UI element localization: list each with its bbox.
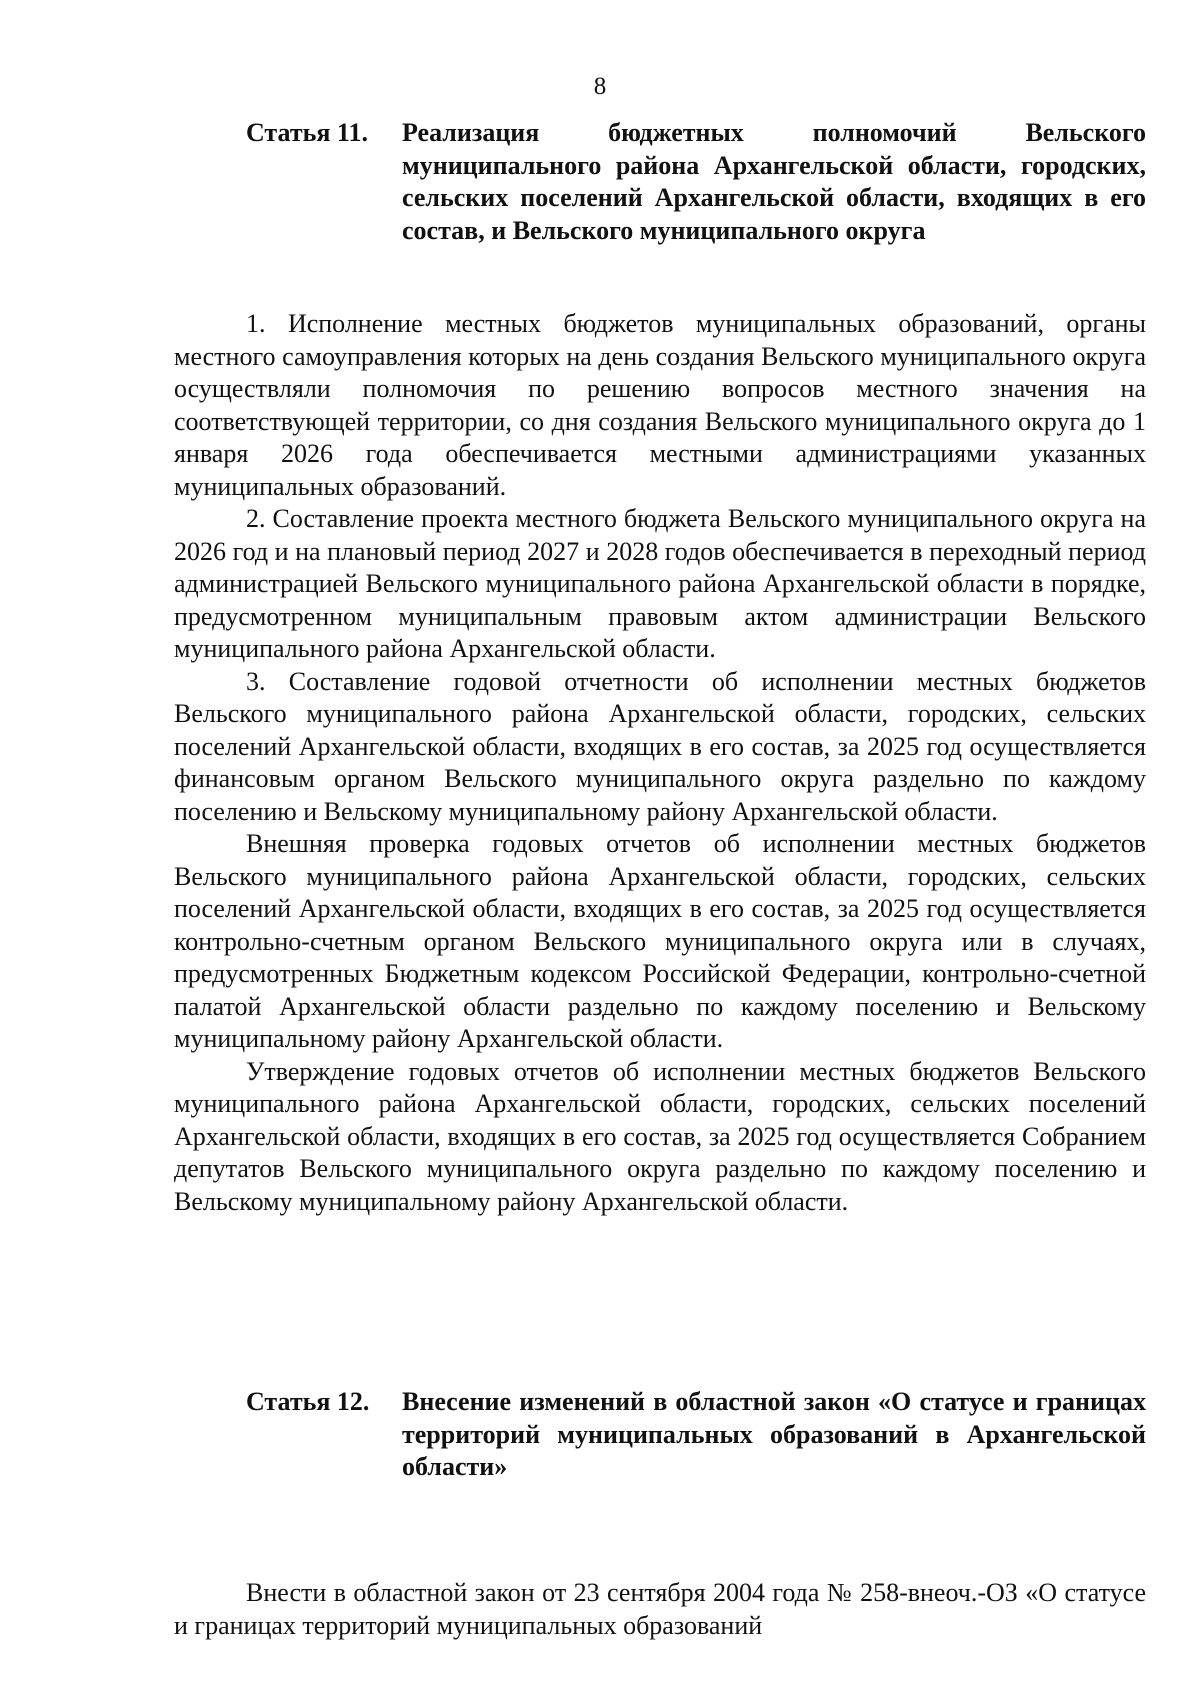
- article-12-heading: [246, 1386, 1146, 1484]
- article-11-heading: [246, 117, 1146, 247]
- page-number: 8: [593, 73, 607, 100]
- article-11-paragraph-1: 1. Исполнение местных бюджетов муниципальных образований, органы местного самоуправления которых на день создания Вельского муниципального округа осуществляли полномочия по решению вопросов местного значения на соответствующей территории, со дня создания Вельского муниципального округа до 1 января 2026 года обеспечивается местными администрациями указанных муниципальных образований.: [174, 309, 1146, 501]
- article-11-body: [174, 308, 1146, 1218]
- article-11-paragraph-3: 3. Составление годовой отчетности об исполнении местных бюджетов Вельского муниципального района Архангельской области, городских, сельских поселений Архангельской области, входящих в его состав, за 2025 год осуществляется финансовым органом Вельского муниципального округа раздельно по каждому поселению и Вельскому муниципальному району Архангельской области.: [174, 666, 1146, 826]
- article-11-paragraph-2: 2. Составление проекта местного бюджета Вельского муниципального округа на 2026 год и на плановый период 2027 и 2028 годов обеспечивается в переходный период администрацией Вельского муниципального района Архангельской области в порядке, предусмотренном муниципальным правовым актом администрации Вельского муниципального района Архангельской области.: [174, 504, 1146, 663]
- article-12-body: [174, 1577, 1146, 1642]
- article-12-label: Статья 12.: [246, 1387, 370, 1416]
- article-12-paragraph-1: Внести в областной закон от 23 сентября 2004 года № 258-внеоч.-ОЗ «О статусе и границах территорий муниципальных образований: [174, 1578, 1146, 1640]
- article-11-title: Реализация бюджетных полномочий Вельского муниципального района Архангельской области, городских, сельских поселений Архангельской области, входящих в его состав, и Вельского муниципального округа: [402, 118, 1146, 245]
- article-11-label: Статья 11.: [246, 118, 369, 147]
- article-11-paragraph-5: Утверждение годовых отчетов об исполнении местных бюджетов Вельского муниципального района Архангельской области, городских, сельских поселений Архангельской области, входящих в его состав, за 2025 год осуществляется Собранием депутатов Вельского муниципального округа раздельно по каждому поселению и Вельскому муниципальному району Архангельской области.: [174, 1056, 1146, 1216]
- article-11-paragraph-4: Внешняя проверка годовых отчетов об исполнении местных бюджетов Вельского муниципального района Архангельской области, городских, сельских поселений Архангельской области, входящих в его состав, за 2025 год осуществляется контрольно-счетным органом Вельского муниципального округа или в случаях, предусмотренных Бюджетным кодексом Российской Федерации, контрольно-счетной палатой Архангельской области раздельно по каждому поселению и Вельскому муниципальному району Архангельской области.: [174, 829, 1146, 1053]
- article-12-title: Внесение изменений в областной закон «О статусе и границах территорий муниципальных образований в Архангельской области»: [402, 1387, 1146, 1481]
